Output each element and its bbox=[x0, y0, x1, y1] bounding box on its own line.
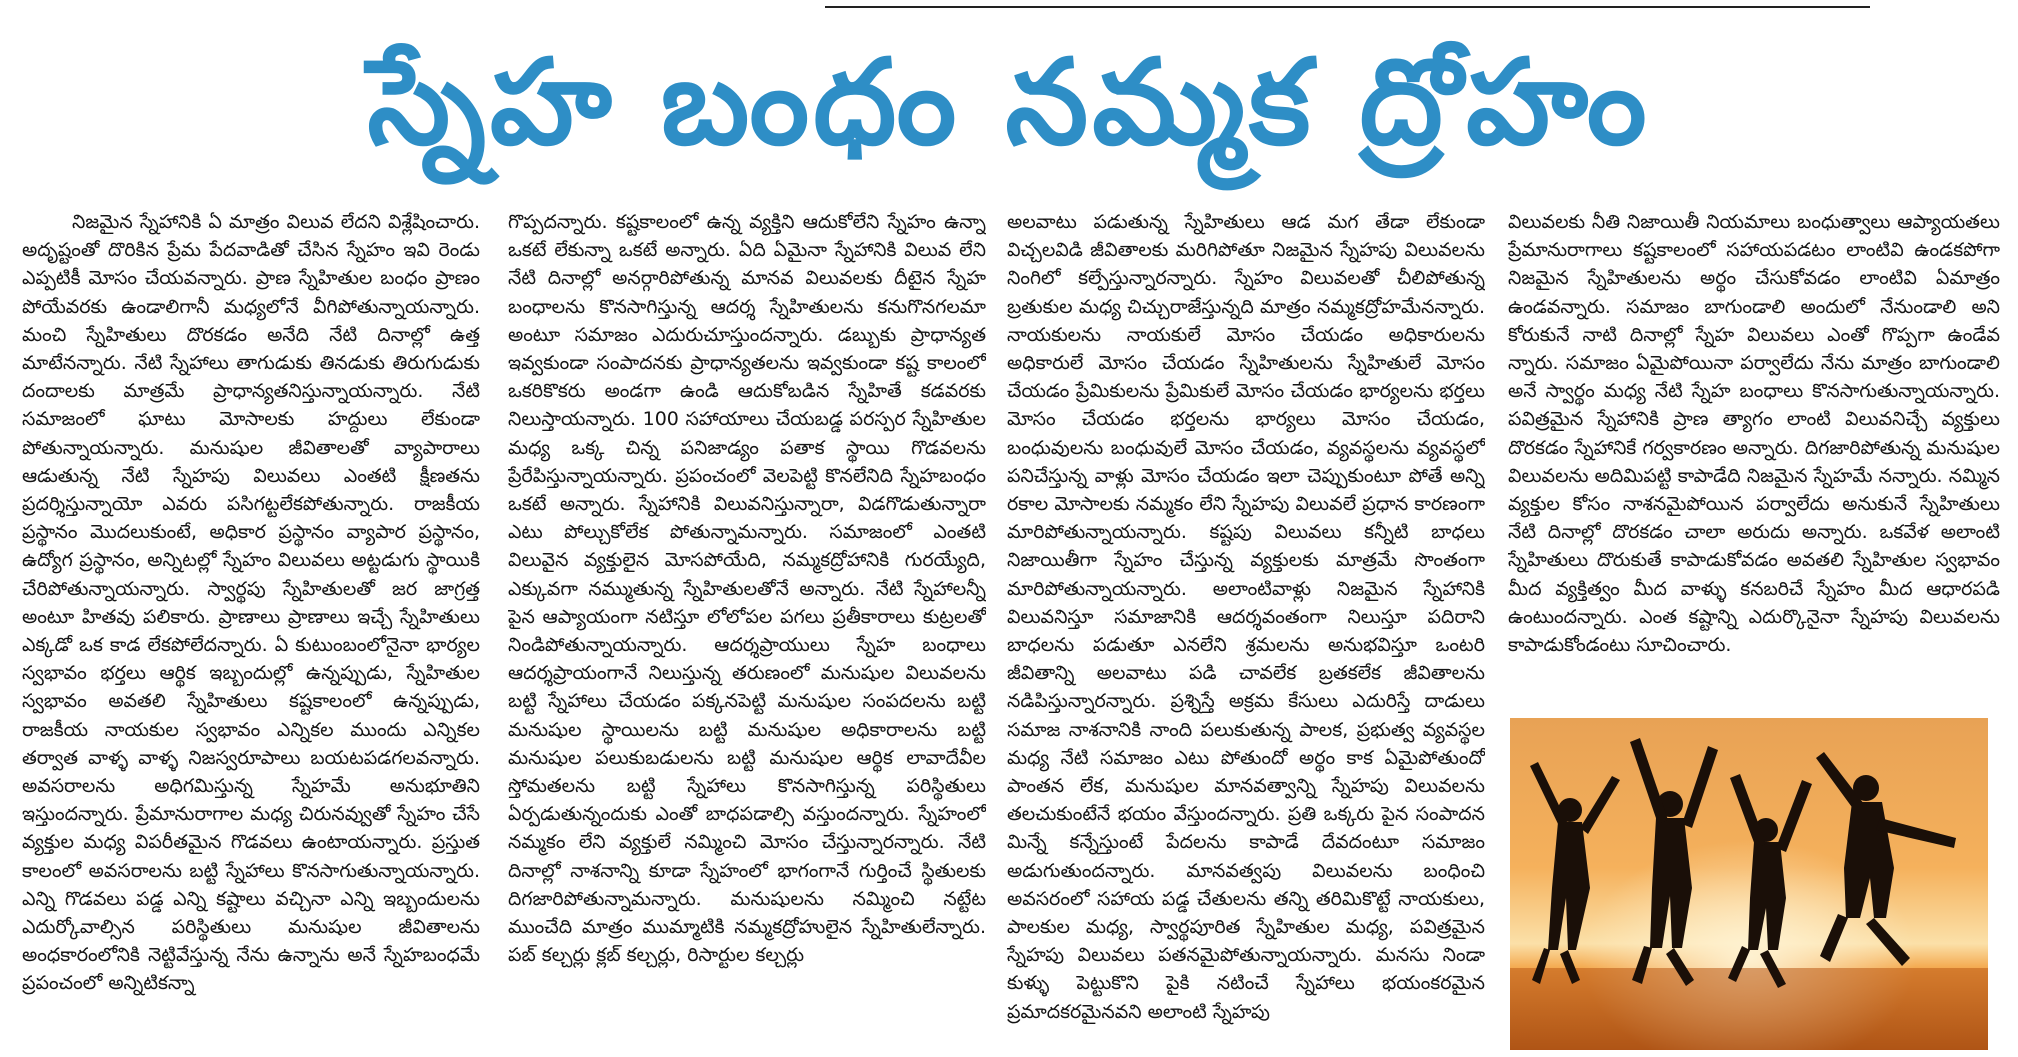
article-column-1 bbox=[22, 208, 480, 1048]
article-column-2 bbox=[508, 208, 986, 1048]
article-column-4 bbox=[1508, 208, 2000, 708]
top-rule bbox=[825, 6, 1870, 8]
column-1-paragraph: నిజమైన స్నేహానికి ఏ మాత్రం విలువ లేదని విశ్లేషించారు. అదృష్టంతో దొరికిన ప్రేమ పేదవాడితో చేసిన స్నేహం ఇవి రెండు ఎప్పటికీ మోసం చేయవన్నారు. ప్రాణ స్నేహితుల బంధం ప్రాణం పోయేవరకు ఉండాలిగానీ మధ్యలోనే వీగిపోతున్నాయన్నారు. మంచి స్నేహితులు దొరకడం అనేది నేటి దినాల్లో ఉత్త మాటేనన్నారు. నేటి స్నేహాలు తాగుడుకు తినడుకు తిరుగుడుకు దందాలకు మాత్రమే ప్రాధాన్యతనిస్తున్నాయన్నారు. నేటి సమాజంలో ఘాటు మోసాలకు హద్దులు లేకుండా పోతున్నాయన్నారు. మనుషుల జీవితాలతో వ్యాపారాలు ఆడుతున్న నేటి స్నేహపు విలువలు ఎంతటి క్షీణతను ప్రదర్శిస్తున్నాయో ఎవరు పసిగట్టలేకపోతున్నారు. రాజకీయ ప్రస్థానం మొదలుకుంటే, అధికార ప్రస్థానం వ్యాపార ప్రస్థానం, ఉద్యోగ ప్రస్థానం, అన్నిటల్లో స్నేహం విలువలు అట్టడుగు స్థాయికి చేరిపోతున్నాయన్నారు. స్వార్థపు స్నేహితులతో జర జాగ్రత్త అంటూ హితవు పలికారు. ప్రాణాలు ప్రాణాలు ఇచ్చే స్నేహితులు ఎక్కడో ఒక కాడ లేకపోలేదన్నారు. ఏ కుటుంబంలోనైనా భార్యల స్వభావం భర్తలు ఆర్థిక ఇబ్బందుల్లో ఉన్నప్పుడు, స్నేహితుల స్వభావం అవతలి స్నేహితులు కష్టకాలంలో ఉన్నప్పుడు, రాజకీయ నాయకుల స్వభావం ఎన్నికల ముందు ఎన్నికల తర్వాత వాళ్ళ వాళ్ళ నిజస్వరూపాలు బయటపడగలవన్నారు. అవసరాలను అధిగమిస్తున్న స్నేహమే అనుభూతిని ఇస్తుందన్నారు. ప్రేమానురాగాల మధ్య చిరునవ్వుతో స్నేహం చేసే వ్యక్తుల మధ్య విపరీతమైన గొడవలు ఉంటాయన్నారు. ప్రస్తుత కాలంలో అవసరాలను బట్టి స్నేహాలు కొనసాగుతున్నాయన్నారు. ఎన్ని గొడవలు పడ్డ ఎన్ని కష్టాలు వచ్చినా ఎన్ని ఇబ్బందులను ఎదుర్కోవాల్సిన పరిస్థితులు మనుషుల జీవితాలను అంధకారంలోనికి నెట్టివేస్తున్న నేను ఉన్నాను అనే స్నేహబంధమే ప్రపంచంలో అన్నిటికన్నా bbox=[22, 211, 480, 995]
column-3-paragraph: అలవాటు పడుతున్న స్నేహితులు ఆడ మగ తేడా లేకుండా విచ్చలవిడి జీవితాలకు మరిగిపోతూ నిజమైన స్నేహపు విలువలను నింగిలో కల్పేస్తున్నారన్నారు. స్నేహం విలువలతో చీలిపోతున్న బ్రతుకుల మధ్య చిచ్చురాజేస్తున్నది మాత్రం నమ్మకద్రోహమేనన్నారు. నాయకులను నాయకులే మోసం చేయడం అధికారులను అధికారులే మోసం చేయడం స్నేహితులను స్నేహితులే మోసం చేయడం ప్రేమికులను ప్రేమికులే మోసం చేయడం భార్యలను భర్తలు మోసం చేయడం భర్తలను భార్యలు మోసం చేయడం, బంధువులను బంధువులే మోసం చేయడం, వ్యవస్థలను వ్యవస్థలో పనిచేస్తున్న వాళ్లు మోసం చేయడం ఇలా చెప్పుకుంటూ పోతే అన్ని రకాల మోసాలకు నమ్మకం లేని స్నేహపు విలువలే ప్రధాన కారణంగా మారిపోతున్నాయన్నారు. కష్టపు విలువలు కన్నీటి బాధలు నిజాయితీగా స్నేహం చేస్తున్న వ్యక్తులకు మాత్రమే సొంతంగా మారిపోతున్నాయన్నారు. అలాంటివాళ్లు నిజమైన స్నేహానికి విలువనిస్తూ సమాజానికి ఆదర్శవంతంగా నిలుస్తూ పదిరాని బాధలను పడుతూ ఎనలేని శ్రమలను అనుభవిస్తూ ఒంటరి జీవితాన్ని అలవాటు పడి చావలేక బ్రతకలేక జీవితాలను నడిపిస్తున్నారన్నారు. ప్రశ్నిస్తే అక్రమ కేసులు ఎదురిస్తే దాడులు సమాజ నాశనానికి నాంది పలుకుతున్న పాలక, ప్రభుత్వ వ్యవస్థల మధ్య నేటి సమాజం ఎటు పోతుందో అర్థం కాక ఏమైపోతుందో పాంతన లేక, మనుషుల మానవత్వాన్ని స్నేహపు విలువలను తలచుకుంటేనే భయం వేస్తుందన్నారు. ప్రతి ఒక్కరు పైన సంపాదన మిన్నే కన్నేస్తుంటే పేదలను కాపాడే దేవదంటూ సమాజం అడుగుతుందన్నారు. మానవత్వపు విలువలను బంధించి అవసరంలో సహాయ పడ్డ చేతులను తన్ని తరిమికొట్టే నాయకులు, పాలకుల మధ్య, స్వార్థపూరిత స్నేహితుల మధ్య, పవిత్రమైన స్నేహపు విలువలు పతనమైపోతున్నాయన్నారు. మనసు నిండా కుళ్ళు పెట్టుకొని పైకి నటించే స్నేహాలు భయంకరమైన ప్రమాదకరమైనవని అలాంటి స్నేహపు bbox=[1007, 211, 1485, 1023]
page-title: స్నేహ బంధం నమ్మక ద్రోహం bbox=[367, 33, 1651, 171]
friends-jumping-sunset-photo bbox=[1510, 718, 1988, 1050]
sunset-silhouette-illustration bbox=[1510, 718, 1988, 1050]
water-surface bbox=[1510, 968, 1988, 1050]
column-4-paragraph: విలువలకు నీతి నిజాయితీ నియమాలు బంధుత్వాలు ఆప్యాయతలు ప్రేమానురాగాలు కష్టకాలంలో సహాయపడటం లాంటివి ఉండకపోగా నిజమైన స్నేహితులను అర్థం చేసుకోవడం లాంటివి ఏమాత్రం ఉండవన్నారు. సమాజం బాగుండాలి అందులో నేనుండాలి అని కోరుకునే నాటి దినాల్లో స్నేహ విలువలు ఎంతో గొప్పగా ఉండేవ న్నారు. సమాజం ఏమైపోయినా పర్వాలేదు నేను మాత్రం బాగుండాలి అనే స్వార్థం మధ్య నేటి స్నేహ బంధాలు కొనసాగుతున్నాయన్నారు. పవిత్రమైన స్నేహానికి ప్రాణ త్యాగం లాంటి విలువనిచ్చే వ్యక్తులు దొరకడం స్నేహానికే గర్వకారణం అన్నారు. దిగజారిపోతున్న మనుషుల విలువలను అదిమిపట్టి కాపాడేది నిజమైన స్నేహమే నన్నారు. నమ్మిన వ్యక్తుల కోసం నాశనమైపోయిన పర్వాలేదు అనుకునే స్నేహితులు నేటి దినాల్లో దొరకడం చాలా అరుదు అన్నారు. ఒకవేళ అలాంటి స్నేహితులు దొరుకుతే కాపాడుకోవడం అవతలి స్నేహితుల స్వభావం మీద వ్యక్తిత్వం మీద వాళ్ళు కనబరిచే స్నేహం మీద ఆధారపడి ఉంటుందన్నారు. ఎంత కష్టాన్ని ఎదుర్కొనైనా స్నేహపు విలువలను కాపాడుకోండంటు సూచించారు. bbox=[1508, 211, 2000, 657]
column-2-paragraph: గొప్పదన్నారు. కష్టకాలంలో ఉన్న వ్యక్తిని ఆదుకోలేని స్నేహం ఉన్నా ఒకటే లేకున్నా ఒకటే అన్నారు. ఏది ఏమైనా స్నేహానికి విలువ లేని నేటి దినాల్లో అనర్గారిపోతున్న మానవ విలువలకు దీటైన స్నేహ బంధాలను కొనసాగిస్తున్న ఆదర్శ స్నేహితులను కనుగొనగలమా అంటూ సమాజం ఎదురుచూస్తుందన్నారు. డబ్బుకు ప్రాధాన్యత ఇవ్వకుండా సంపాదనకు ప్రాధాన్యతలను ఇవ్వకుండా కష్ట కాలంలో ఒకరికొకరు అండగా ఉండి ఆదుకోబడిన స్నేహితే కడవరకు నిలుస్తాయన్నారు. 100 సహాయాలు చేయబడ్డ పరస్పర స్నేహితుల మధ్య ఒక్క చిన్న పనిజాడ్యం పతాక స్థాయి గొడవలను ప్రేరేపిస్తున్నాయన్నారు. ప్రపంచంలో వెలపెట్టి కొనలేనిది స్నేహబంధం ఒకటే అన్నారు. స్నేహానికి విలువనిస్తున్నారా, విడగొడుతున్నారా ఎటు పోల్చుకోలేక పోతున్నామన్నారు. సమాజంలో ఎంతటి విలువైన వ్యక్తులైన మోసపోయేది, నమ్మకద్రోహానికి గురయ్యేది, ఎక్కువగా నమ్ముతున్న స్నేహితులతోనే అన్నారు. నేటి స్నేహాలన్నీ పైన ఆప్యాయంగా నటిస్తూ లోలోపల పగలు ప్రతీకారాలు కుట్రలతో నిండిపోతున్నాయన్నారు. ఆదర్శప్రాయులు స్నేహ బంధాలు ఆదర్శప్రాయంగానే నిలుస్తున్న తరుణంలో మనుషుల విలువలను బట్టి స్నేహాలు చేయడం పక్కనపెట్టి మనుషుల సంపదలను బట్టి మనుషుల స్థాయిలను బట్టి మనుషుల అధికారాలను బట్టి మనుషుల పలుకుబడులను బట్టి మనుషుల ఆర్థిక లావాదేవీల స్తోమతలను బట్టి స్నేహాలు కొనసాగిస్తున్న పరిస్థితులు ఏర్పడుతున్నందుకు ఎంతో బాధపడాల్సి వస్తుందన్నారు. స్నేహంలో నమ్మకం లేని వ్యక్తులే నమ్మించి మోసం చేస్తున్నారన్నారు. నేటి దినాల్లో నాశనాన్ని కూడా స్నేహంలో భాగంగానే గుర్తించే స్థితులకు దిగజారిపోతున్నామన్నారు. మనుషులను నమ్మించి నట్టేట ముంచేది మాత్రం ముమ్మాటికి నమ్మకద్రోహులైన స్నేహితులేన్నారు. పబ్ కల్చర్లు క్లబ్ కల్చర్లు, రిసార్టుల కల్చర్లు bbox=[508, 211, 986, 967]
article-column-3 bbox=[1007, 208, 1485, 1048]
